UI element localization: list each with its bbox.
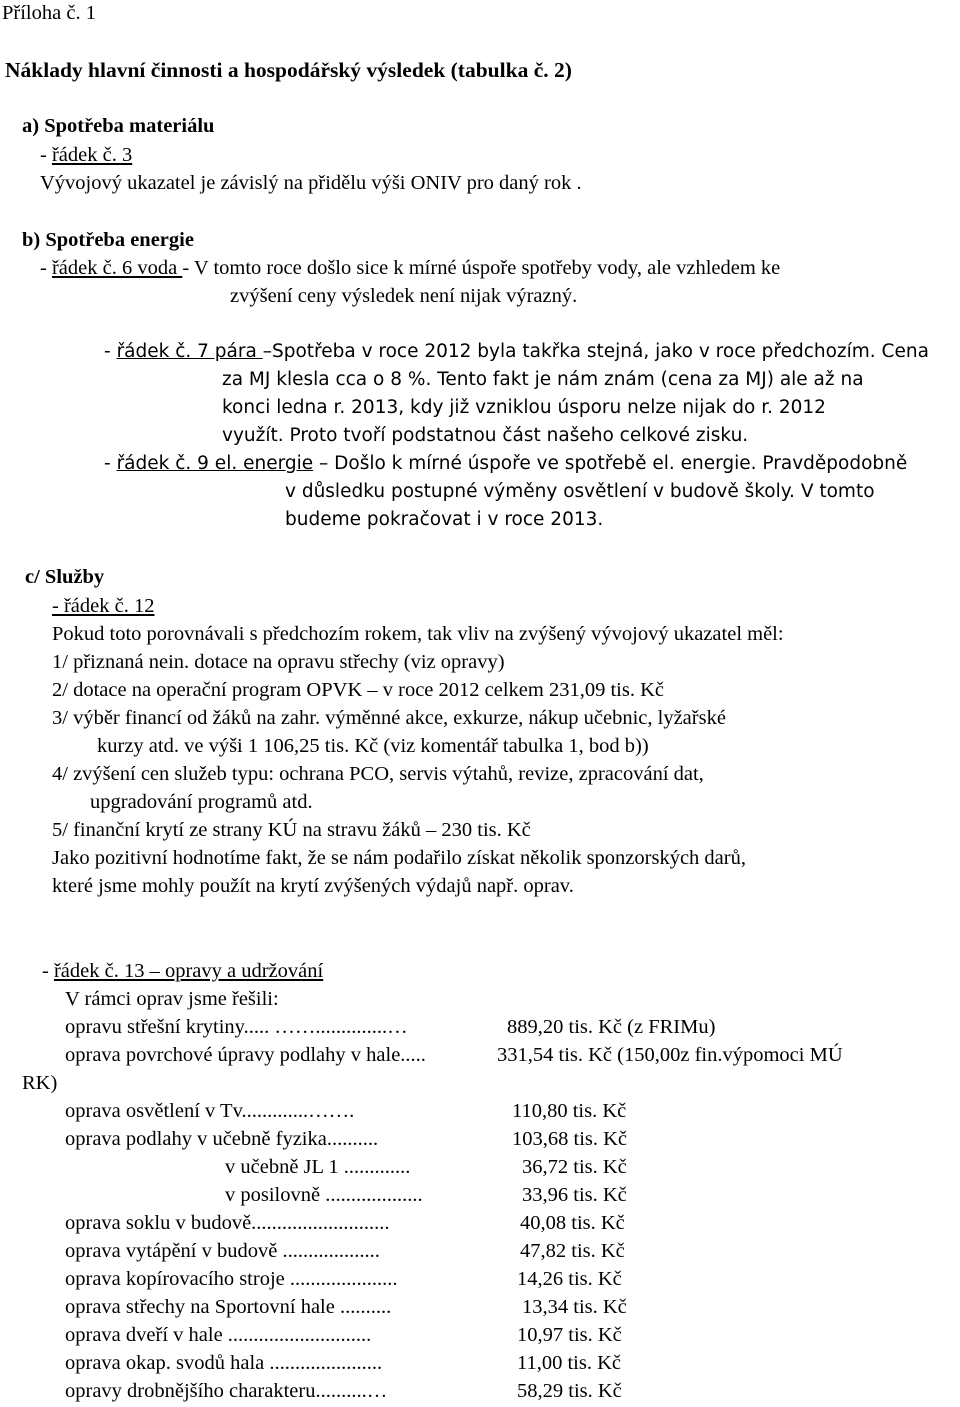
row9-line-2: budeme pokračovat i v roce 2013. [285,509,604,530]
point-3-cont: kurzy atd. ve výši 1 106,25 tis. Kč (viz komentář tabulka 1, bod b)) [97,735,649,757]
repair-item-label: oprava osvětlení v Tv.............……. [65,1100,355,1122]
point-2: 2/ dotace na operační program OPVK – v roce 2012 celkem 231,09 tis. Kč [52,679,664,701]
closing-line-2: které jsme mohly použít na krytí zvýšených výdajů např. oprav. [52,875,574,897]
repair-item-value: 10,97 tis. Kč [517,1324,622,1346]
row-prefix: - [104,341,117,362]
row-link: řádek č. 3 [51,144,133,166]
row9-line [104,455,907,474]
repairs-intro: V rámci oprav jsme řešili: [65,988,279,1010]
row-prefix: - [42,960,54,982]
section-a-row [40,145,132,166]
row7-link: řádek č. 7 pára [116,341,263,362]
repair-item-value: 13,34 tis. Kč [522,1296,627,1318]
repair-item-label: oprava vytápění v budově ................... [65,1240,380,1262]
row9-link: řádek č. 9 el. energie [116,453,314,474]
repair-item-value: 33,96 tis. Kč [522,1184,627,1206]
row6-line [40,258,780,279]
repair-item-label: oprava soklu v budově........................... [65,1212,390,1234]
repair-item-label: oprava okap. svodů hala ...................... [65,1352,383,1374]
repair-item-value: 40,08 tis. Kč [520,1212,625,1234]
row7-line-3: využít. Proto tvoří podstatnou část našeho celkové zisku. [222,425,749,446]
section-a-heading: a) Spotřeba materiálu [22,115,215,137]
repair-item-label: opravy drobnějšího charakteru..........… [65,1380,388,1402]
section-c-heading: c/ Služby [25,566,105,588]
closing-line-1: Jako pozitivní hodnotíme fakt, že se nám podařilo získat několik sponzorských darů, [52,847,746,869]
repair-item-label: oprava dveří v hale ............................ [65,1324,372,1346]
repairs-row-link: řádek č. 13 – opravy a udržování [53,960,324,982]
row-prefix: - [104,453,117,474]
section-c-row: - řádek č. 12 [52,595,155,617]
point-5: 5/ finanční krytí ze strany KÚ na stravu žáků – 230 tis. Kč [52,819,531,841]
point-3: 3/ výběr financí od žáků na zahr. výměnné akce, exkurze, nákup učebnic, lyžařské [52,707,726,729]
repair-item-label-cont: RK) [22,1072,58,1094]
repair-item-value: 58,29 tis. Kč [517,1380,622,1402]
repair-item-label: oprava kopírovacího stroje ..................... [65,1268,398,1290]
repair-item-value: 110,80 tis. Kč [512,1100,627,1122]
row9-line-1: v důsledku postupné výměny osvětlení v budově školy. V tomto [285,481,875,502]
row7-line [104,343,929,362]
point-1: 1/ přiznaná nein. dotace na opravu střechy (viz opravy) [52,651,505,673]
page-title: Náklady hlavní činnosti a hospodářský výsledek (tabulka č. 2) [5,58,572,82]
row6-text-cont: zvýšení ceny výsledek není nijak výrazný. [230,285,578,307]
point-4: 4/ zvýšení cen služeb typu: ochrana PCO, servis výtahů, revize, zpracování dat, [52,763,704,785]
repair-item-label: v posilovně ................... [225,1184,423,1206]
attachment-label: Příloha č. 1 [2,2,96,24]
row9-text: – Došlo k mírné úspoře ve spotřebě el. energie. Pravděpodobně [313,453,908,474]
section-a-text: Vývojový ukazatel je závislý na přidělu výši ONIV pro daný rok . [40,172,582,194]
repair-item-value: 11,00 tis. Kč [517,1352,622,1374]
point-4-cont: upgradování programů atd. [90,791,313,813]
repair-item-label: opravu střešní krytiny..... ……..............… [65,1016,408,1038]
repair-item-label: oprava povrchové úpravy podlahy v hale..... [65,1044,426,1066]
repair-item-value: 14,26 tis. Kč [517,1268,622,1290]
repair-item-value: 47,82 tis. Kč [520,1240,625,1262]
row-prefix: - [40,144,52,166]
section-c-intro: Pokud toto porovnávali s předchozím rokem, tak vliv na zvýšený vývojový ukazatel měl: [52,623,784,645]
row6-text: - V tomto roce došlo sice k mírné úspoře spotřeby vody, ale vzhledem ke [182,257,781,279]
row7-line-2: konci ledna r. 2013, kdy již vzniklou úsporu nelze nijak do r. 2012 [222,397,826,418]
row7-text: –Spotřeba v roce 2012 byla takřka stejná, jako v roce předchozím. Cena [262,341,929,362]
repair-item-value: 103,68 tis. Kč [512,1128,628,1150]
repair-item-value: 889,20 tis. Kč (z FRIMu) [507,1016,716,1038]
section-b-heading: b) Spotřeba energie [22,229,194,251]
repair-item-label: v učebně JL 1 ............. [225,1156,411,1178]
repairs-row [42,961,323,982]
row-prefix: - [40,257,52,279]
repair-item-value: 36,72 tis. Kč [522,1156,627,1178]
row6-link: řádek č. 6 voda [51,257,183,279]
repair-item-label: oprava střechy na Sportovní hale .......... [65,1296,392,1318]
repair-item-value: 331,54 tis. Kč (150,00z fin.výpomoci MÚ [497,1044,843,1066]
row7-line-1: za MJ klesla cca o 8 %. Tento fakt je nám znám (cena za MJ) ale až na [222,369,864,390]
repair-item-label: oprava podlahy v učebně fyzika.......... [65,1128,379,1150]
